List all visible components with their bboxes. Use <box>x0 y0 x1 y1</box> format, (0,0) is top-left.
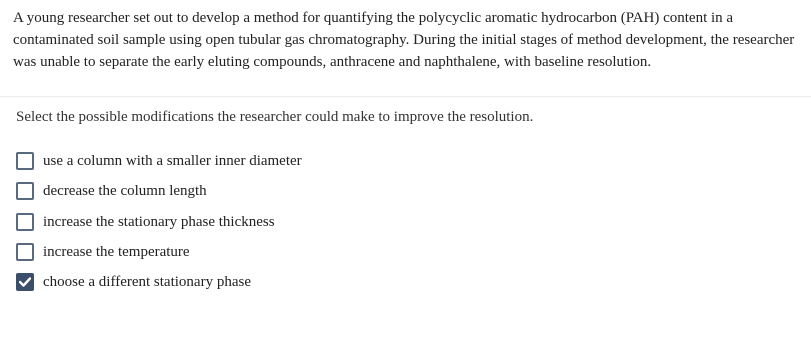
option-increase-stationary-phase-thickness[interactable] <box>16 207 302 237</box>
instruction-prompt: Select the possible modifications the researcher could make to improve the resolution. <box>16 109 534 125</box>
option-different-stationary-phase[interactable] <box>16 267 302 297</box>
question-text: A young researcher set out to develop a method for quantifying the polycyclic aromatic hydrocarbon (PAH) content in a contaminated soil sample using open tubular gas chromatography. During the initial stages of method development, the researcher was unable to separate the early eluting compounds, anthracene and naphthalene, with baseline resolution. <box>13 10 795 70</box>
option-label[interactable]: increase the temperature <box>43 243 190 260</box>
option-checkbox[interactable] <box>16 182 34 200</box>
answer-options <box>16 146 302 297</box>
option-checkbox[interactable] <box>16 152 34 170</box>
checkmark-icon <box>19 277 31 287</box>
option-checkbox[interactable] <box>16 213 34 231</box>
option-increase-temperature[interactable] <box>16 237 302 267</box>
option-use-smaller-inner-diameter[interactable] <box>16 146 302 176</box>
divider <box>0 96 811 97</box>
option-label[interactable]: choose a different stationary phase <box>43 274 251 291</box>
option-label[interactable]: use a column with a smaller inner diameter <box>43 153 302 170</box>
option-checkbox[interactable] <box>16 243 34 261</box>
option-checkbox[interactable] <box>16 273 34 291</box>
option-label[interactable]: decrease the column length <box>43 183 207 200</box>
option-label[interactable]: increase the stationary phase thickness <box>43 213 275 230</box>
option-decrease-column-length[interactable] <box>16 176 302 206</box>
